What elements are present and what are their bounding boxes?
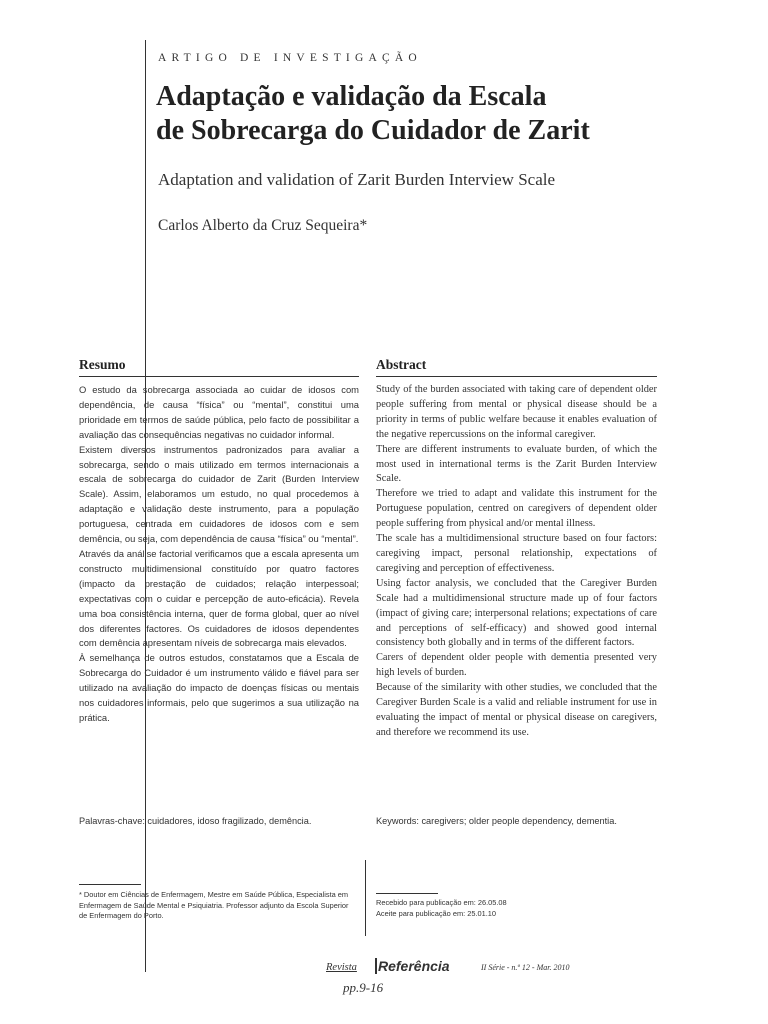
abstract-paragraph: Therefore we tried to adapt and validate this instrument for the Portuguese population, centred on caregivers of dependent older people suffering from physical and/or mental illness. bbox=[376, 488, 657, 530]
abstract-body bbox=[376, 383, 657, 741]
page-range: pp.9-16 bbox=[343, 980, 384, 995]
abstract-paragraph: Because of the similarity with other studies, we concluded that the Caregiver Burden Scale is a valid and reliable instrument for use in evaluating the impact of mental or physical disease on caregivers, and therefore we recommend its use. bbox=[376, 682, 657, 738]
resumo-heading: Resumo bbox=[79, 357, 126, 372]
abstract-paragraph: Carers of dependent older people with dementia presented very high levels of burden. bbox=[376, 652, 657, 679]
resumo-paragraph: O estudo da sobrecarga associada ao cuidar de idosos com dependência, de causa “física” ou “mental”, constitui uma prioridade em termos de saúde pública, pelo facto de possibilitar a avaliação das consequências negativas no cuidador informal. bbox=[79, 384, 359, 440]
series-info: II Série - n.º 12 - Mar. 2010 bbox=[481, 963, 570, 972]
title-line-1: Adaptação e validação da Escala bbox=[156, 81, 547, 112]
accepted-date: Aceite para publicação em: 25.01.10 bbox=[376, 908, 496, 918]
resumo-column bbox=[79, 357, 359, 726]
section-kicker: ARTIGO DE INVESTIGAÇÃO bbox=[158, 52, 422, 64]
author-footnote-text: * Doutor em Ciências de Enfermagem, Mestre em Saúde Pública, Especialista em Enfermagem de Saúde Mental e Psiquiatria. Professor adjunto da Escola Superior de Enfermagem do Porto. bbox=[79, 890, 349, 920]
article-subtitle: Adaptation and validation of Zarit Burden Interview Scale bbox=[158, 170, 556, 189]
abstract-heading: Abstract bbox=[376, 357, 427, 372]
resumo-paragraph: À semelhança de outros estudos, constatamos que a Escala de Sobrecarga do Cuidador é um instrumento válido e fiável para ser utilizado na avaliação do impacto de doenças físicas ou mentais nos cuidadores informais, pelo que sugerimos a sua utilização na prática. bbox=[79, 652, 359, 723]
resumo-paragraph: Existem diversos instrumentos padronizados para avaliar a sobrecarga, sendo o mais utilizado em termos internacionais a escala de sobrecarga do cuidador de Zarit (Burden Interview Scale). Assim, elaboramos um estudo, no qual procedemos à adaptação e validação deste instrumento, para a população portuguesa, centrada em cuidadores de idosos com e sem demência, ou seja, com dependência de causa “física” ou “mental”. bbox=[79, 443, 359, 545]
title-line-2: de Sobrecarga do Cuidador de Zarit bbox=[156, 115, 590, 146]
column-separator bbox=[365, 860, 366, 936]
journal-logo: Referência bbox=[378, 958, 450, 974]
footnote-rule-left bbox=[79, 884, 141, 885]
resumo-keywords: Palavras-chave: cuidadores, idoso fragilizado, demência. bbox=[79, 816, 312, 826]
resumo-body bbox=[79, 383, 359, 726]
abstract-keywords: Keywords: caregivers; older people dependency, dementia. bbox=[376, 816, 617, 826]
author-footnote bbox=[79, 890, 354, 922]
abstract-paragraph: The scale has a multidimensional structure based on four factors: caregiving impact, personal relationship, expectations of caregiving and perception of effectiveness. bbox=[376, 533, 657, 574]
abstract-paragraph: Using factor analysis, we concluded that the Caregiver Burden Scale had a multidimensional structure made up of four factors (impact of giving care; interpersonal relations; expectations of care and perceptions of self-efficacy) and showed good internal consistency both globally and in terms of the different factors. bbox=[376, 577, 657, 649]
resumo-paragraph: Através da análise factorial verificamos que a escala apresenta um constructo multidimensional constituído por quatro factores (impacto da prestação de cuidados; relação interpessoal; expectativas com o cuidar e percepção de auto-eficácia). Revela uma boa consistência interna, quer de forma global, quer ao nível dos diferentes factores. Os cuidadores de idosos dependentes com demência apresentam níveis de sobrecarga mais elevados. bbox=[79, 547, 359, 649]
revista-label: Revista bbox=[326, 962, 357, 973]
article-author: Carlos Alberto da Cruz Sequeira* bbox=[158, 217, 368, 234]
received-date: Recebido para publicação em: 26.05.08 bbox=[376, 898, 507, 907]
resumo-rule bbox=[79, 376, 359, 377]
article-title bbox=[156, 80, 716, 148]
abstract-paragraph: There are different instruments to evaluate burden, of which the most used in international terms is the Zarit Burden Interview Scale. bbox=[376, 443, 657, 485]
abstract-paragraph: Study of the burden associated with taking care of dependent older people suffering from mental or physical disease should be a priority in terms of public welfare because it enables evaluation of the negative repercussions on the informal caregiver. bbox=[376, 384, 657, 440]
footnote-rule-right bbox=[376, 893, 438, 894]
abstract-rule bbox=[376, 376, 657, 377]
dates-footnote bbox=[376, 898, 656, 919]
abstract-column bbox=[376, 357, 657, 741]
